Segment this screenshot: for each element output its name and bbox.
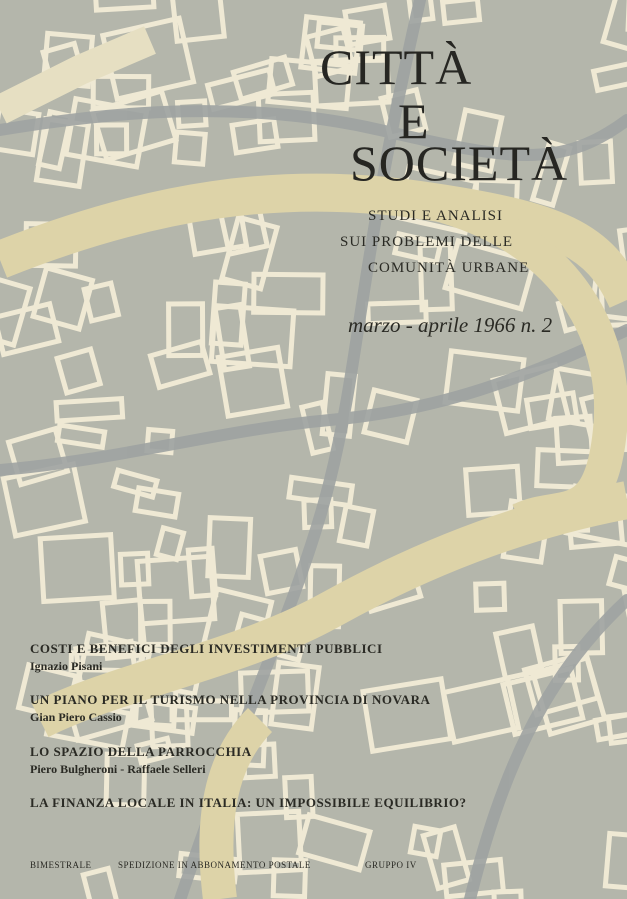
article-author: Ignazio Pisani [30, 659, 103, 673]
subtitle-line-2: SUI PROBLEMI DELLE [340, 234, 513, 250]
article-title: COSTI E BENEFICI DEGLI INVESTIMENTI PUBBLICI [30, 641, 383, 656]
article-title: LA FINANZA LOCALE IN ITALIA: UN IMPOSSIBILE EQUILIBRIO? [30, 795, 467, 810]
subtitle-line-3: COMUNITÀ URBANE [368, 260, 530, 276]
masthead-societa: SOCIETÀ [350, 135, 569, 191]
footer-frequency: BIMESTRALE [30, 860, 92, 870]
article-title: LO SPAZIO DELLA PARROCCHIA [30, 744, 252, 759]
footer-postal: SPEDIZIONE IN ABBONAMENTO POSTALE [118, 860, 311, 870]
masthead-e: E [398, 93, 430, 149]
article-title: UN PIANO PER IL TURISMO NELLA PROVINCIA DI NOVARA [30, 692, 431, 707]
footer-group: GRUPPO IV [365, 860, 417, 870]
issue-date: marzo - aprile 1966 n. 2 [348, 313, 553, 337]
subtitle-line-1: STUDI E ANALISI [368, 208, 503, 224]
masthead-citta: CITTÀ [320, 39, 473, 95]
article-author: Piero Bulgheroni - Raffaele Selleri [30, 762, 206, 776]
article-author: Gian Piero Cassio [30, 710, 122, 724]
